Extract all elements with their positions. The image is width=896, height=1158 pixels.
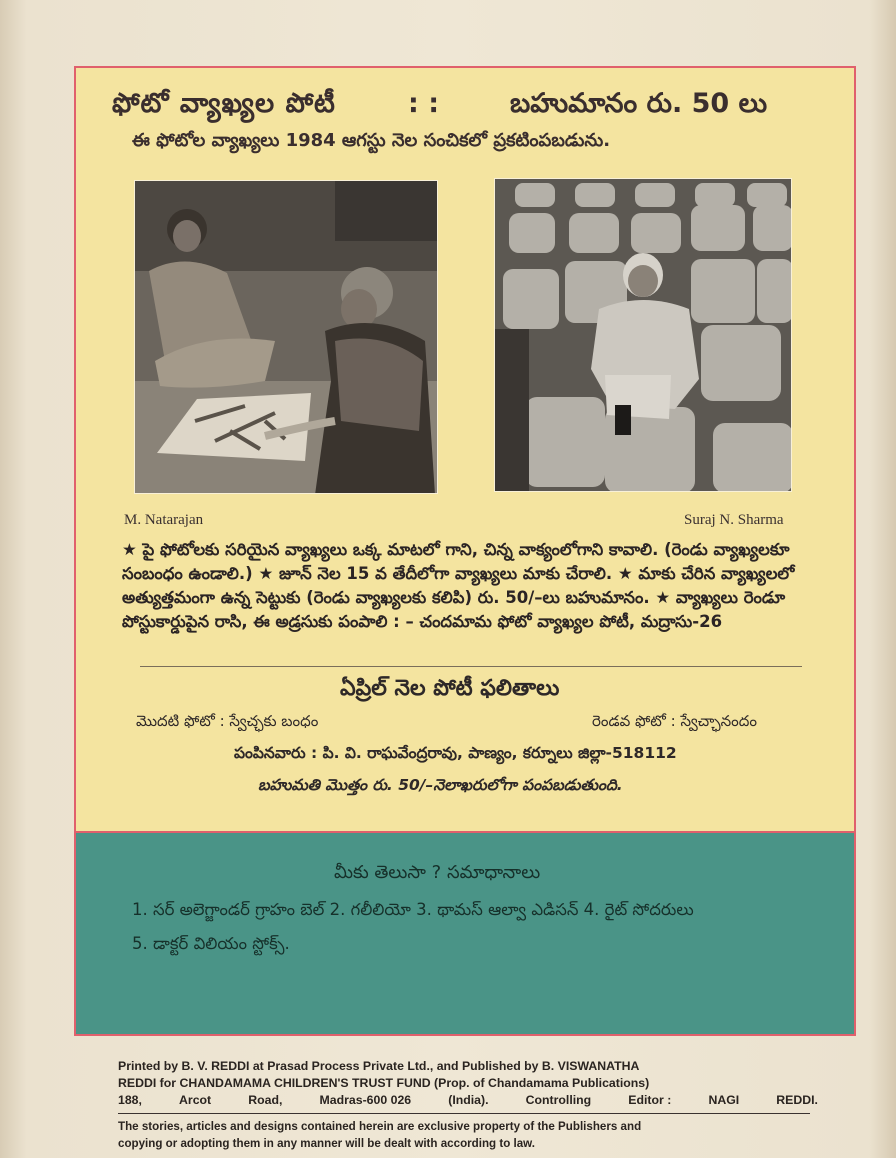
imprint-part: Controlling <box>525 1093 592 1107</box>
copyright-line-2: copying or adopting them in any manner will be dealt with according to law. <box>118 1137 535 1150</box>
quiz-answers-title: మీకు తెలుసా ? సమాధానాలు <box>334 862 541 883</box>
prize-amount: బహుమానం రు. 50 లు <box>510 88 768 119</box>
photo-right <box>494 178 792 492</box>
photo-left <box>134 180 438 494</box>
title-separator: : : <box>408 88 439 119</box>
quiz-answers-line-1: 1. సర్ అలెగ్జాండర్ గ్రాహం బెల్ 2. గలీలియో 3. థామస్ ఆల్వా ఎడిసన్ 4. రైట్ సోదరులు <box>132 900 694 919</box>
contest-rules: ★ పై ఫోటోలకు సరియైన వ్యాఖ్యలు ఒక్క మాటలో గాని, చిన్న వాక్యంలోగాని కావాలి. (రెండు వ్యాఖ్యలకూ సంబంధం ఉండాలి.) ★ జూన్ నెల 15 వ తేదీలోగా వ్యాఖ్యలు మాకు చేరాలి. ★ మాకు చేరిన వ్యాఖ్యలలో అత్యుత్తమంగా ఉన్న సెట్టుకు (రెండు వ్యాఖ్యలకు కలిపి) రు. 50/–లు బహుమానం. ★ వ్యాఖ్యలు రెండూ పోస్టుకార్డుపైన రాసి, ఈ అడ్రసుకు పంపాలి : – చందమామ ఫోటో వ్యాఖ్యల పోటీ, మద్రాసు-26 <box>122 540 795 631</box>
imprint-part: 188, <box>118 1093 142 1107</box>
imprint-part: REDDI. <box>776 1093 818 1107</box>
photo-right-image <box>495 179 792 492</box>
results-title: ఏప్రిల్ నెల పోటీ ఫలితాలు <box>340 676 560 701</box>
imprint-part: NAGI <box>708 1093 740 1107</box>
imprint-part: Madras-600 026 <box>319 1093 412 1107</box>
imprint-line-2: REDDI for CHANDAMAMA CHILDREN'S TRUST FUND (Prop. of Chandamama Publications) <box>118 1076 650 1090</box>
imprint-part: Editor : <box>628 1093 672 1107</box>
imprint-rule <box>118 1113 810 1114</box>
winner-address: పంపినవారు : పి. వి. రాఘవేంద్రరావు, పాణ్యం, కర్నూలు జిల్లా-518112 <box>234 744 677 762</box>
copyright-line-1: The stories, articles and designs contained herein are exclusive property of the Publishers and <box>118 1120 642 1133</box>
second-photo-result: రెండవ ఫోటో : స్వేచ్ఛానందం <box>592 712 757 730</box>
imprint-part: Road, <box>248 1093 283 1107</box>
left-photo-credit: M. Natarajan <box>124 512 204 528</box>
publication-note: ఈ ఫోటోల వ్యాఖ్యలు 1984 ఆగస్టు నెల సంచికలో ప్రకటింపబడును. <box>132 130 611 151</box>
imprint-line-3 <box>118 1092 818 1109</box>
section-rule <box>140 666 802 667</box>
imprint-line-1: Printed by B. V. REDDI at Prasad Process Private Ltd., and Published by B. VISWANATHA <box>118 1059 640 1073</box>
right-photo-credit: Suraj N. Sharma <box>684 512 784 528</box>
first-photo-result: మొదటి ఫోటో : స్వేచ్ఛకు బంధం <box>136 712 319 730</box>
prize-note: బహుమతి మొత్తం రు. 50/–నెలాఖరులోగా పంపబడుతుంది. <box>258 776 623 794</box>
contest-title: ఫోటో వ్యాఖ్యల పోటీ <box>112 88 336 119</box>
imprint-part: (India). <box>448 1093 489 1107</box>
imprint-part: Arcot <box>179 1093 212 1107</box>
photo-left-image <box>135 181 438 494</box>
copyright-notice <box>118 1118 818 1152</box>
imprint <box>118 1058 818 1109</box>
quiz-answers-line-2: 5. డాక్టర్ విలియం స్టోక్స్. <box>132 934 290 953</box>
